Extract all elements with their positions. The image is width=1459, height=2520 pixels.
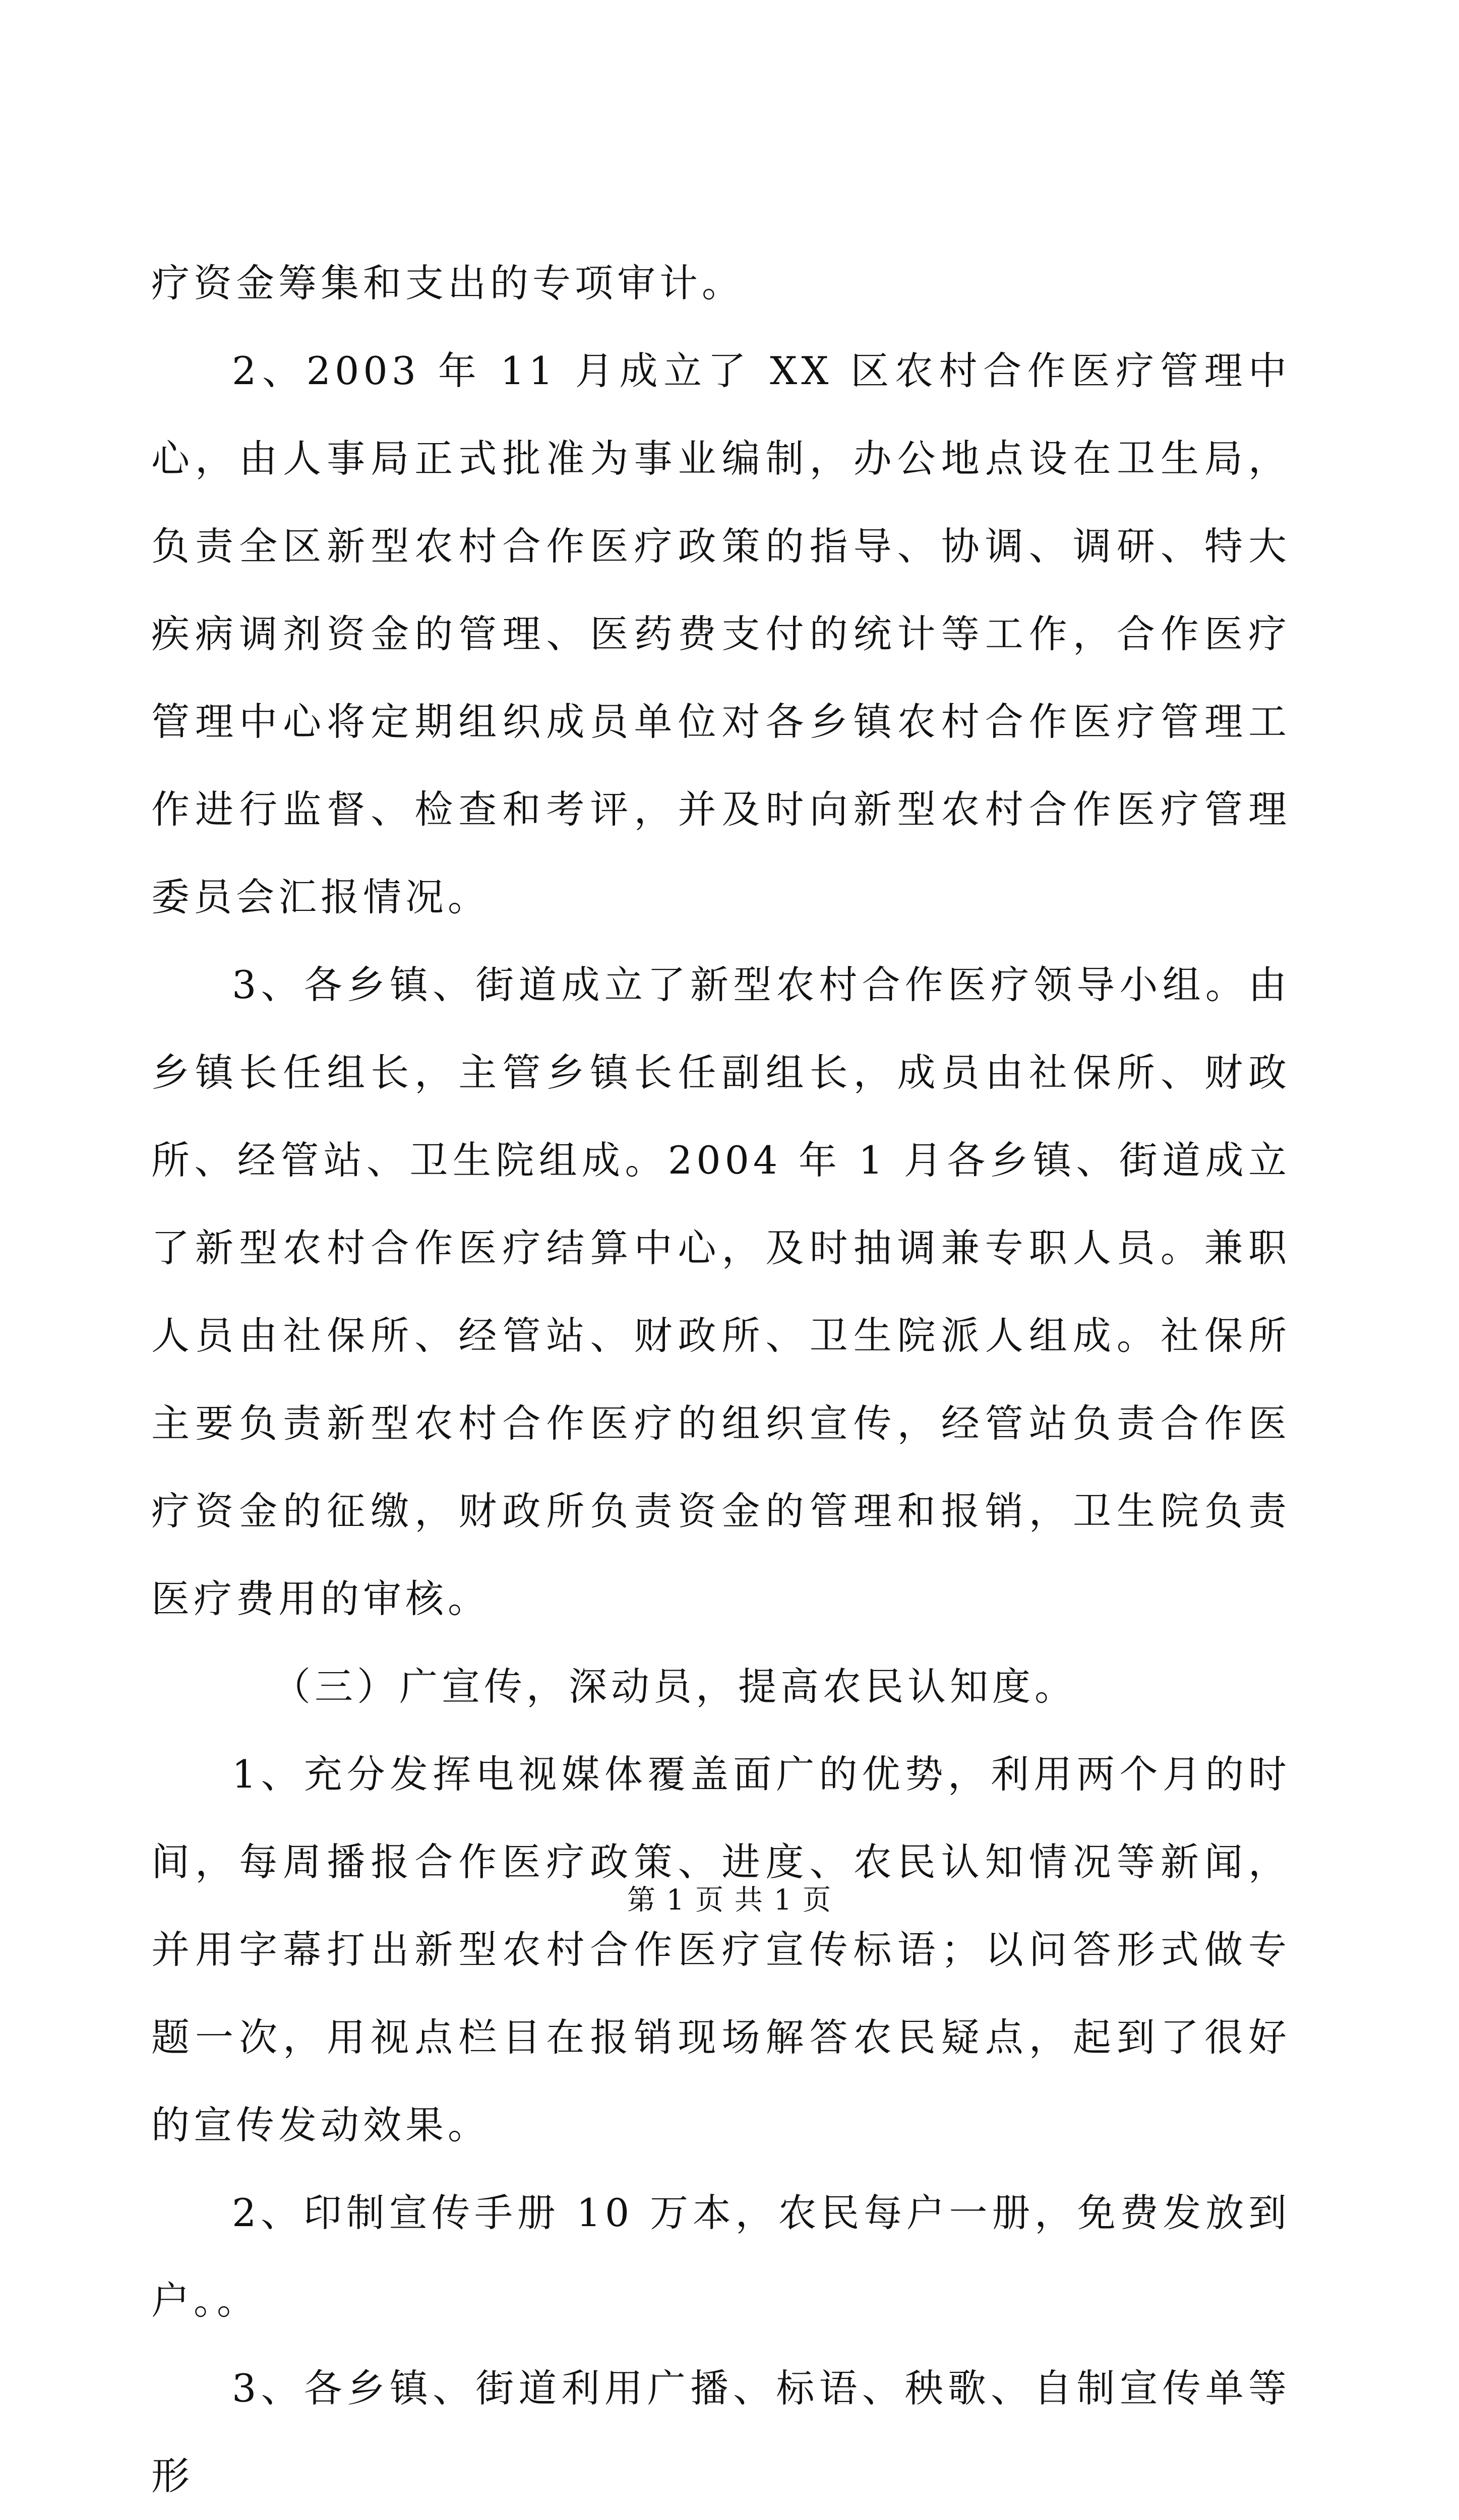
paragraph-management-center: 2、2003 年 11 月成立了 XX 区农村合作医疗管理中心，由人事局正式批准为事业编制，办公地点设在卫生局，负责全区新型农村合作医疗政策的指导、协调、调研、特大疾病调剂资金的管理、医药费支付的统计等工作，合作医疗管理中心将定期组织成员单位对各乡镇农村合作医疗管理工作进行监督、检查和考评，并及时向新型农村合作医疗管理委员会汇报情况。 [151,348,1291,919]
page-footer: 第 1 页 共 1 页 [627,1884,832,1917]
section-heading-publicity: （三）广宣传，深动员，提高农民认知度。 [272,1664,1077,1709]
paragraph-handbooks: 2、印制宣传手册 10 万本，农民每户一册，免费发放到户。。 [151,2190,1291,2323]
paragraph-township-groups: 3、各乡镇、街道成立了新型农村合作医疗领导小组。由乡镇长任组长，主管乡镇长任副组长，成员由社保所、财政所、经管站、卫生院组成。2004 年 1 月各乡镇、街道成立了新型农村合作医疗结算中心，及时抽调兼专职人员。兼职人员由社保所、经管站、财政所、卫生院派人组成。社保所主要负责新型农村合作医疗的组织宣传，经管站负责合作医疗资金的征缴，财政所负责资金的管理和报销，卫生院负责医疗费用的审核。 [151,962,1291,1621]
document-body [151,239,1291,2520]
paragraph-township-publicity: 3、各乡镇、街道利用广播、标语、秧歌、自制宣传单等形 [151,2366,1291,2498]
paragraph-continuation: 疗资金筹集和支出的专项审计。 [151,261,744,305]
paragraph-tv-media: 1、充分发挥电视媒体覆盖面广的优势，利用两个月的时间，每周播报合作医疗政策、进度、农民认知情况等新闻，并用字幕打出新型农村合作医疗宣传标语；以问答形式做专题一次，用视点栏目在报销现场解答农民疑点，起到了很好的宣传发动效果。 [151,1752,1291,2147]
